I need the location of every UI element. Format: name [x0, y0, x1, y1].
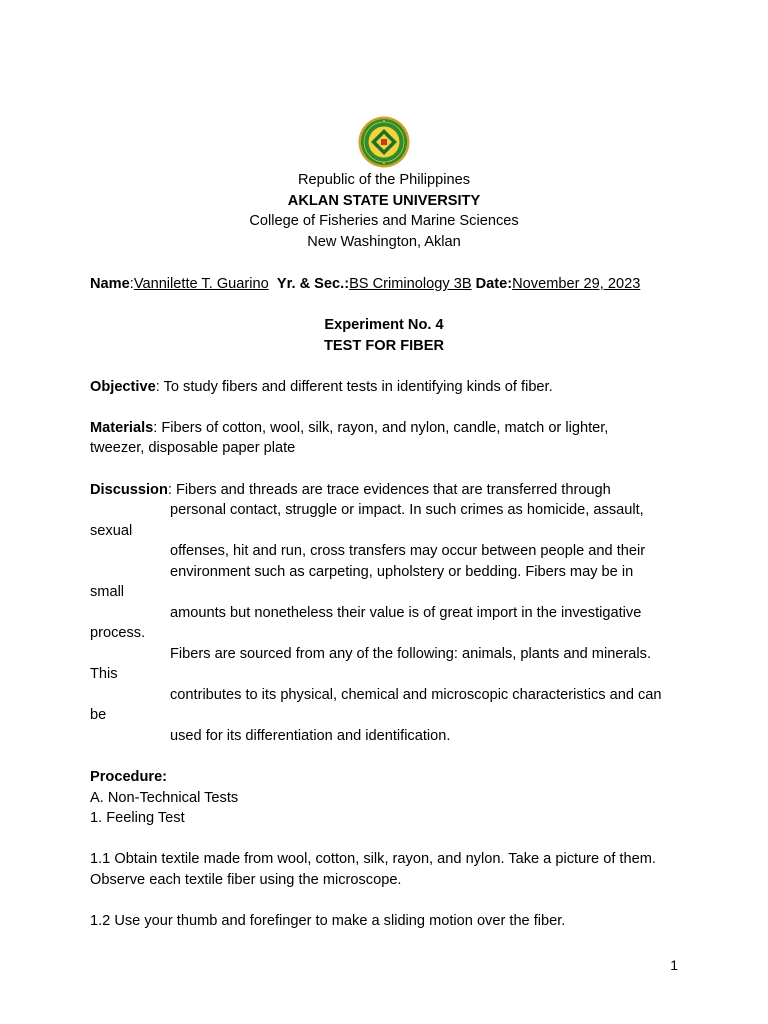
procedure-step-1-1-line-1: 1.1 Obtain textile made from wool, cotton, silk, rayon, and nylon. Take a picture of them.	[90, 851, 656, 867]
document-header	[0, 170, 768, 252]
discussion-line: used for its differentiation and identification.	[170, 728, 451, 744]
discussion-line: small	[90, 584, 125, 600]
page-number: 1	[670, 957, 678, 973]
seal-center-square	[381, 139, 387, 145]
procedure-step-1-2: 1.2 Use your thumb and forefinger to make a sliding motion over the fiber.	[90, 913, 566, 929]
header-college: College of Fisheries and Marine Sciences	[249, 213, 519, 230]
objective-text: : To study fibers and different tests in identifying kinds of fiber.	[155, 379, 553, 395]
discussion-line: process.	[90, 625, 146, 641]
objective-label: Objective	[90, 379, 156, 395]
objective-line	[90, 377, 553, 398]
procedure-label: Procedure:	[90, 769, 168, 785]
discussion-line: amounts but nonetheless their value is of great import in the investigative	[170, 605, 642, 621]
materials-text-1: : Fibers of cotton, wool, silk, rayon, and nylon, candle, match or lighter,	[153, 420, 609, 436]
experiment-heading	[0, 315, 768, 356]
discussion-label: Discussion	[90, 482, 168, 498]
discussion-text-1: : Fibers and threads are trace evidences that are transferred through	[167, 482, 611, 498]
year-section-value: BS Criminology 3B	[349, 276, 472, 292]
discussion-line: contributes to its physical, chemical and microscopic characteristics and can	[170, 687, 662, 703]
discussion-line: offenses, hit and run, cross transfers may occur between people and their	[170, 543, 646, 559]
materials-label: Materials	[90, 420, 154, 436]
name-value: Vannilette T. Guarino	[133, 276, 269, 292]
materials-line-2: tweezer, disposable paper plate	[90, 440, 296, 456]
seal-dot-top	[383, 120, 385, 122]
discussion-line: Fibers are sourced from any of the following: animals, plants and minerals.	[170, 646, 652, 662]
date-label: Date:	[475, 276, 513, 292]
seal-dot-bottom	[383, 162, 385, 164]
discussion-line-1	[90, 480, 611, 501]
materials-line-1	[90, 418, 608, 439]
discussion-line: personal contact, struggle or impact. In such crimes as homicide, assault,	[170, 502, 644, 518]
procedure-section-a: A. Non-Technical Tests	[90, 790, 239, 806]
header-location: New Washington, Aklan	[307, 233, 461, 250]
experiment-title: TEST FOR FIBER	[324, 337, 444, 354]
experiment-number: Experiment No. 4	[324, 317, 444, 333]
procedure-item-1: 1. Feeling Test	[90, 810, 185, 826]
header-university: AKLAN STATE UNIVERSITY	[287, 192, 481, 209]
name-label: Name	[90, 276, 130, 292]
student-info-line	[90, 274, 640, 295]
procedure-step-1-1-line-2: Observe each textile fiber using the microscope.	[90, 872, 402, 888]
discussion-line: environment such as carpeting, upholstery or bedding. Fibers may be in	[170, 564, 634, 580]
university-seal-logo	[358, 116, 410, 168]
discussion-line: This	[90, 666, 118, 682]
year-section-label: Yr. & Sec.:	[276, 276, 350, 292]
discussion-line: be	[90, 707, 107, 723]
name-separator: :	[129, 276, 134, 292]
header-republic: Republic of the Philippines	[298, 172, 470, 188]
date-value: November 29, 2023	[512, 276, 641, 292]
discussion-line: sexual	[90, 523, 133, 539]
